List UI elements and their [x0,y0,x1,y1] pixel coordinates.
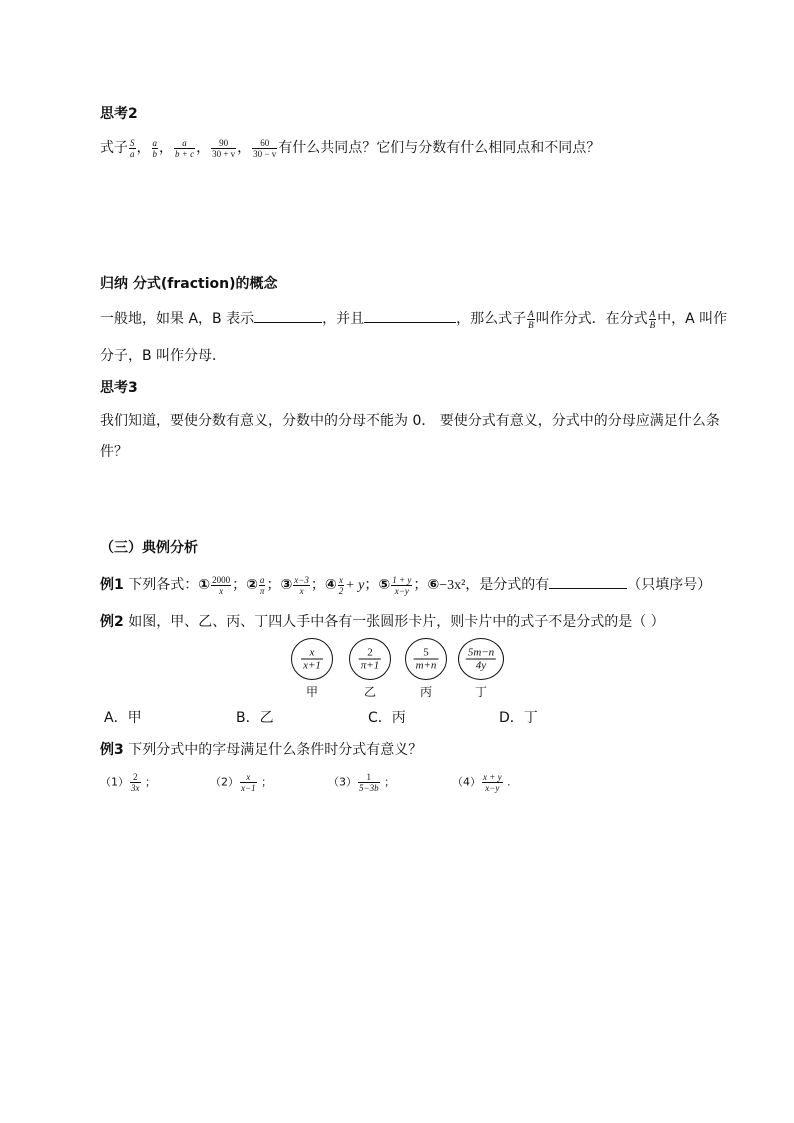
summary-heading: 归纳 分式(fraction)的概念 [100,276,278,292]
think2-suffix: 有什么共同点？它们与分数有什么相同点和不同点？ [278,140,601,156]
fraction-a-over-b: $\frac{a}{b}$ [152,137,157,159]
think2-prefix: 式子 [100,140,128,156]
summary-line1: 一般地，如果 A，B 表示 ，并且 ，那么式子 $\frac{A}{B}$ 叫作分式．在分式 $\frac{A}{B}$ 中，A 叫作 [100,308,728,330]
card-ding: 5m−n 4y [458,638,504,680]
option-d[interactable]: D．丁 [499,710,538,726]
think2-question: 式子 $\frac{S}{a}$ ， $\frac{a}{b}$ ， $\frac{a}{b + c}$ ， $\frac{90}{30 + v}$ ， $\frac{60}{30 - v}$ 有什么共同点？它们与分数有什么相同点和不同点？ [100,137,601,159]
blank-a-b-represent[interactable] [254,308,322,323]
ex3-fraction-3: $\frac{1}{5-3b}$ [359,772,379,793]
example2-label: 例2 [100,614,124,630]
card-label-bing: 丙 [419,685,432,699]
fraction-a-over-b-2: $\frac{A}{B}$ [649,308,656,330]
ex1-fraction-5: $\frac{1 + y}{x-y}$ [392,574,412,596]
option-c[interactable]: C．丙 [368,710,406,726]
fraction-90-over-30-plus-v: $\frac{90}{30 + v}$ [212,137,236,159]
option-a[interactable]: A．甲 [104,710,142,726]
ex1-fraction-3: $\frac{x-3}{x}$ [294,574,309,596]
card-yi: 2 π+1 [349,638,391,680]
ex3-item-2: （2） $\frac{x}{x-1}$ ； [210,772,273,793]
example1: 例1 下列各式：① $\frac{2000}{x}$ ；② $\frac{a}{\pi}$ ；③ $\frac{x-3}{x}$ ；④ $\frac{x}{2}$ + y；⑤ $\frac{1 + y}{x-y}$ ；⑥−3x²，是分式的有 （只填序号） [100,574,712,596]
example3-label: 例3 [100,742,124,758]
example1-label: 例1 [100,577,124,593]
summary-line2: 分子，B 叫作分母． [100,348,227,364]
fraction-a-over-b-1: $\frac{A}{B}$ [528,308,534,330]
ex3-fraction-4: $\frac{x + y}{x-y}$ [483,772,502,793]
card-bing: 5 m+n [405,638,447,680]
fraction-60-over-30-minus-v: $\frac{60}{30 - v}$ [253,137,277,159]
section3-heading: （三）典例分析 [100,540,198,556]
ex3-fraction-1: $\frac{2}{3x}$ [131,772,140,793]
example3: 例3 下列分式中的字母满足什么条件时分式有意义？ [100,742,423,758]
think3-heading: 思考3 [100,380,138,396]
ex1-fraction-1: $\frac{2000}{x}$ [212,574,231,596]
option-b[interactable]: B．乙 [236,710,274,726]
blank-condition[interactable] [364,308,456,323]
ex3-fraction-2: $\frac{x}{x-1}$ [241,772,256,793]
card-label-ding: 丁 [474,685,487,699]
ex1-fraction-2: $\frac{a}{\pi}$ [259,574,265,596]
ex1-fraction-4: $\frac{x}{2}$ [338,574,344,596]
think3-line2: 件？ [100,444,128,460]
ex3-item-4: （4） $\frac{x + y}{x-y}$ . [452,772,511,793]
think3-line1: 我们知道，要使分数有意义，分数中的分母不能为 0． 要使分式有意义，分式中的分母应满足什么条 [100,413,720,429]
ex3-item-3: （3） $\frac{1}{5-3b}$ ； [328,772,396,793]
fraction-s-over-a: $\frac{S}{a}$ [130,137,135,159]
card-label-yi: 乙 [363,685,376,699]
think2-heading: 思考2 [100,106,138,122]
ex3-item-1: （1） $\frac{2}{3x}$ ； [100,772,156,793]
fraction-a-over-b-plus-c: $\frac{a}{b + c}$ [175,137,195,159]
card-label-jia: 甲 [305,685,318,699]
ex1-answer-blank[interactable] [549,574,627,589]
example2: 例2 如图，甲、乙、丙、丁四人手中各有一张圆形卡片，则卡片中的式子不是分式的是（ ） [100,614,665,630]
card-jia: x x+1 [291,638,333,680]
